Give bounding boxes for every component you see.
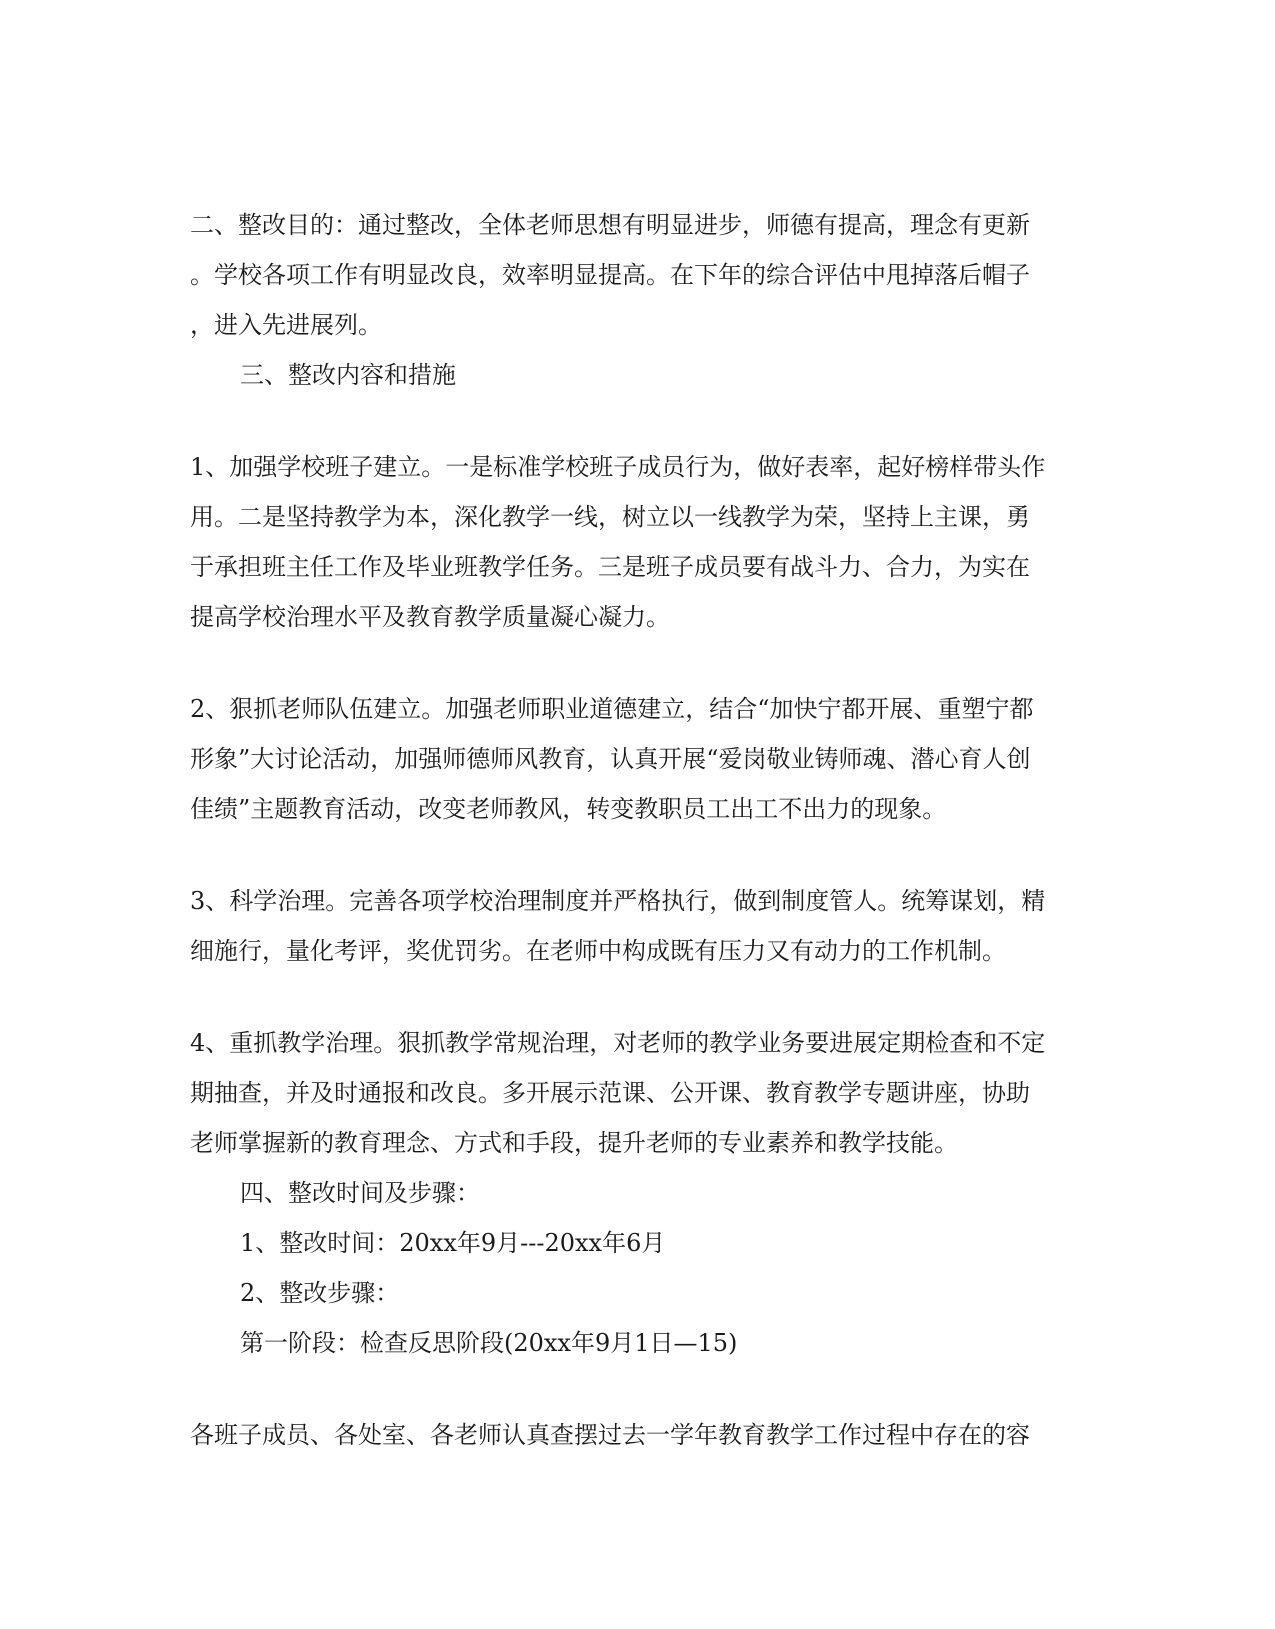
text-line: 用。二是坚持教学为本，深化教学一线，树立以一线教学为荣，坚持上主课，勇 [190, 503, 1030, 531]
text-line: 。学校各项工作有明显改良，效率明显提高。在下年的综合评估中甩掉落后帽子 [190, 261, 1030, 289]
rectification-time: 1、整改时间：20xx年9月---20xx年6月 [240, 1229, 666, 1257]
section-4-block [190, 1168, 1090, 1368]
rectification-steps: 2、整改步骤： [240, 1279, 400, 1307]
text-line: 3、科学治理。完善各项学校治理制度并严格执行，做到制度管人。统筹谋划，精 [190, 887, 1046, 915]
section-2-paragraph [190, 200, 1090, 350]
section-3-heading: 三、整改内容和措施 [240, 361, 456, 389]
section-3-heading-block [190, 350, 1090, 400]
text-line: 老师掌握新的教育理念、方式和手段，提升老师的专业素养和教学技能。 [190, 1129, 958, 1157]
text-line: 1、加强学校班子建立。一是标准学校班子成员行为，做好表率，起好榜样带头作 [190, 453, 1046, 481]
text-line: ，进入先进展列。 [190, 311, 382, 339]
final-paragraph [190, 1410, 1090, 1460]
text-line: 2、狠抓老师队伍建立。加强老师职业道德建立，结合“加快宁都开展、重塑宁都 [190, 695, 1034, 723]
text-line: 各班子成员、各处室、各老师认真查摆过去一学年教育教学工作过程中存在的容 [190, 1421, 1030, 1449]
text-line: 二、整改目的：通过整改，全体老师思想有明显进步，师德有提高，理念有更新 [190, 211, 1030, 239]
text-line: 提高学校治理水平及教育教学质量凝心凝力。 [190, 603, 670, 631]
item-2-paragraph [190, 684, 1090, 834]
text-line: 期抽查，并及时通报和改良。多开展示范课、公开课、教育教学专题讲座，协助 [190, 1079, 1030, 1107]
text-line: 于承担班主任工作及毕业班教学任务。三是班子成员要有战斗力、合力，为实在 [190, 553, 1030, 581]
item-3-paragraph [190, 876, 1090, 976]
item-4-paragraph [190, 1018, 1090, 1168]
text-line: 形象”大讨论活动，加强师德师风教育，认真开展“爱岗敬业铸师魂、潜心育人创 [190, 745, 1031, 773]
document-body [190, 200, 1090, 1460]
text-line: 佳绩”主题教育活动，改变老师教风，转变教职员工出工不出力的现象。 [190, 795, 947, 823]
section-4-heading: 四、整改时间及步骤： [240, 1179, 480, 1207]
text-line: 4、重抓教学治理。狠抓教学常规治理，对老师的教学业务要进展定期检查和不定 [190, 1029, 1046, 1057]
stage-1-heading: 第一阶段：检查反思阶段(20xx年9月1日—15) [240, 1329, 738, 1357]
item-1-paragraph [190, 442, 1090, 642]
text-line: 细施行，量化考评，奖优罚劣。在老师中构成既有压力又有动力的工作机制。 [190, 937, 1006, 965]
